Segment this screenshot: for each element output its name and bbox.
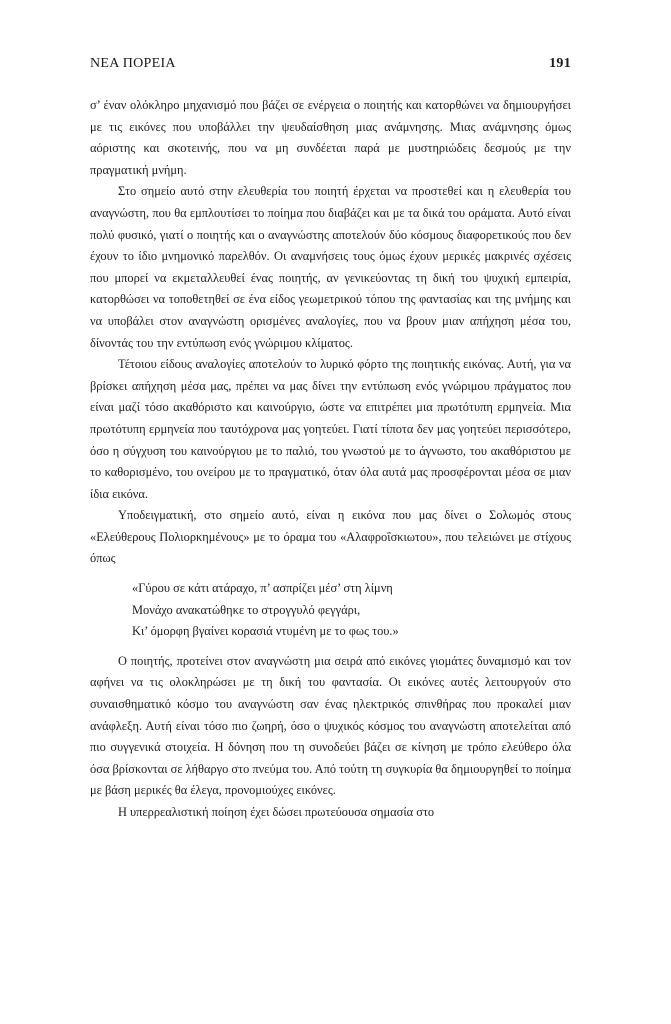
paragraph: Τέτοιου είδους αναλογίες αποτελούν το λυρικό φόρτο της ποιητικής εικόνας. Αυτή, για να βρίσκει απήχηση μέσα μας, πρέπει να μας δίνει την εντύπωση ενός γνώριμου πράγματος που είναι μαζί τόσο ακαθόριστο και καινούργιο, ώστε να επιτρέπει μια πρωτότυπη ερμηνεία. Μια πρωτότυπη ερμηνεία που ταυτόχρονα μας γοητεύει. Γιατί τίποτα δεν μας γοητεύει περισσότερο, όσο η σύγχυση του καινούργιου με το παλιό, του γνωστού με το άγνωστο, του ακαθόριστου με το καθορισμένο, του ονείρου με το πραγματικό, όταν όλα αυτά μας προσφέρονται μέσα σε μιαν ίδια εικόνα. <box>90 357 571 501</box>
paragraph-continues: Η υπερρεαλιστική ποίηση έχει δώσει πρωτεύουσα σημασία στο <box>118 805 435 819</box>
verse-quotation <box>132 578 571 643</box>
verse-line: Κι’ όμορφη βγαίνει κορασιά ντυμένη με το φως του.» <box>132 624 399 639</box>
running-header <box>90 56 571 76</box>
paragraph: Υποδειγματική, στο σημείο αυτό, είναι η εικόνα που μας δίνει ο Σολωμός στους «Ελεύθερους Πολιορκημένους» με το όραμα του «Αλαφροΐσκιωτου», που τελειώνει με στίχους όπως <box>90 508 571 566</box>
verse-line: Μονάχο ανακατώθηκε το στρογγυλό φεγγάρι, <box>132 602 361 617</box>
article-body <box>90 95 571 824</box>
paragraph: Ο ποιητής, προτείνει στον αναγνώστη μια σειρά από εικόνες γιομάτες δυναμισμό και τον αφήνει να τις ολοκληρώσει με τη δική του φαντασία. Οι εικόνες αυτές λειτουργούν στο συναισθηματικό κόσμο του αναγνώστη σαν ένας ηλεκτρικός σπινθήρας που προκαλεί μιαν ανάφλεξη. Αυτή είναι τόσο πιο ζωηρή, όσο ο ψυχικός κόσμος του αναγνώστη αποτελείται από πιο συγγενικά στοιχεία. Η δόνηση που τη συνοδεύει βάζει σε κίνηση με τρόπο ελεύθερο όλα όσα βρίσκονται σε λήθαργο στο πνεύμα του. Από τούτη τη συγκυρία θα δημιουργηθεί το ποίημα με βάση μερικές θα έλεγα, προνομιούχες εικόνες. <box>90 653 571 798</box>
verse-line: «Γύρου σε κάτι ατάραχο, π’ ασπρίζει μέσ’ στη λίμνη <box>132 581 393 596</box>
journal-title: ΝΕΑ ΠΟΡΕΙΑ <box>90 56 176 71</box>
page-number: 191 <box>549 56 571 71</box>
paragraph: Στο σημείο αυτό στην ελευθερία του ποιητή έρχεται να προστεθεί και η ελευθερία του αναγνώστη, που θα εμπλουτίσει το ποίημα που διαβάζει και με τα δικά του οράματα. Αυτό είναι πολύ φυσικό, γιατί ο ποιητής και ο αναγνώστης αποτελούν δύο κόσμους διαφορετικούς που δεν έχουν το ίδιο μνημονικό παρελθόν. Οι αναμνήσεις τους όμως έχουν μερικές μακρινές σχέσεις που μπορεί να εκμεταλλευθεί ένας ποιητής, αν γενικεύοντας τη δική του ψυχική εμπειρία, κατορθώσει να τοποθετηθεί σε ένα είδος γεωμετρικού τόπου της φαντασίας και της μνήμης και να υποβάλει στον αναγνώστη ορισμένες αναλογίες, που να βρουν μιαν απήχηση μέσα του, δίνοντάς του την εντύπωση ενός γνώριμου κλίματος. <box>90 184 571 350</box>
paragraph-continued: σ’ έναν ολόκληρο μηχανισμό που βάζει σε ενέργεια ο ποιητής και κατορθώνει να δημιουργήσει με τις εικόνες που υποβάλλει την ψευδαίσθηση μιας ανάμνησης. Μιας ανάμνησης όμως αόριστης και σκοτεινής, που να μη συνδέεται παρά με μυστηριώδεις δεσμούς με την πραγματική μνήμη. <box>90 98 571 177</box>
